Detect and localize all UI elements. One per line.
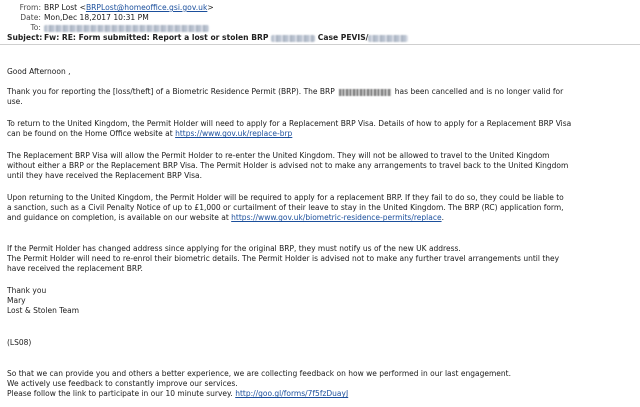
paragraph-3-line-1: The Replacement BRP Visa will allow the Permit Holder to re-enter the United Kingdom. They will not be allowed to travel to the United Kingdom [7, 150, 550, 160]
paragraph-5-line-3: have received the replacement BRP. [7, 264, 143, 274]
subject-value [44, 32, 408, 43]
from-name: BRP Lost < [44, 3, 86, 12]
to-label: To: [30, 23, 41, 32]
redacted-recipients [44, 25, 209, 32]
paragraph-4-line-3 [7, 213, 444, 223]
replace-brp-link[interactable]: https://www.gov.uk/replace-brp [175, 129, 293, 139]
from-label: From: [19, 3, 41, 12]
paragraph-5-line-2: The Permit Holder will need to re-enrol their biometric details. The Permit Holder is advised not to make any further travel arrangements until they [7, 253, 560, 263]
p4-text-c: and guidance on completion, is available on our website at [7, 213, 232, 223]
greeting: Good Afternoon , [7, 67, 71, 76]
survey-link[interactable]: http://goo.gl/forms/7f5fzDuayJ [235, 389, 349, 399]
biometric-permits-replace-link[interactable]: https://www.gov.uk/biometric-residence-permits/replace [231, 213, 442, 223]
redacted-case-number [368, 35, 408, 42]
paragraph-3-line-3: until they have received the Replacement BRP Visa. [7, 171, 203, 181]
redacted-brp-number [339, 89, 391, 96]
p6-text-c: Please follow the link to participate in our 10 minute survey. [7, 389, 236, 399]
p4-end: . [441, 213, 444, 223]
from-close: > [207, 3, 214, 12]
signoff-line-3: Lost & Stolen Team [7, 306, 80, 316]
p2-text-b: can be found on the Home Office website at [7, 129, 176, 139]
signoff-line-1: Thank you [7, 285, 47, 295]
paragraph-1-line-1 [7, 87, 563, 97]
redacted-subject-part [271, 35, 315, 42]
date-label: Date: [20, 13, 41, 22]
paragraph-2-line-2 [7, 129, 292, 139]
p1-text-b: has been cancelled and is no longer valid for [394, 87, 564, 96]
paragraph-4-line-1: Upon returning to the United Kingdom, the Permit Holder will be required to apply for a replacement BRP. If they fail to do so, they could be liable to [7, 192, 564, 202]
paragraph-6-line-1: So that we can provide you and others a better experience, we are collecting feedback on how we performed in our last engagement. [7, 368, 511, 378]
subject-text: Fw: RE: Form submitted: Report a lost or stolen BRP [44, 33, 269, 42]
paragraph-6-line-2: We actively use feedback to constantly improve our services. [7, 378, 238, 388]
subject-label: Subject: [7, 33, 43, 42]
paragraph-5-line-1: If the Permit Holder has changed address since applying for the original BRP, they must notify us of the new UK address. [7, 243, 461, 253]
paragraph-6-line-3 [7, 389, 348, 399]
paragraph-3-line-2: without either a BRP or the Replacement BRP Visa. The Permit Holder is advised not to make any arrangements to travel back to the United Kingdom [7, 160, 569, 170]
signoff-line-2: Mary [7, 295, 26, 305]
p1-text-a: Thank you for reporting the [loss/theft] of a Biometric Residence Permit (BRP). The BRP [7, 87, 335, 96]
paragraph-2-line-1: To return to the United Kingdom, the Permit Holder will need to apply for a Replacement BRP Visa. Details of how to apply for a Replacement BRP Visa [7, 119, 572, 128]
reference-code: (LS08) [7, 337, 32, 347]
email-header [0, 0, 640, 45]
from-email-link[interactable]: BRPLost@homeoffice.gsi.gov.uk [85, 3, 208, 12]
paragraph-4-line-2: a sanction, such as a Civil Penalty Notice of up to £1,000 or curtailment of their leave to stay in the United Kingdom. The BRP (RC) application form, [7, 202, 564, 212]
date-value: Mon,Dec 18,2017 10:31 PM [44, 13, 149, 22]
subject-case: Case PEVIS/ [317, 33, 369, 42]
paragraph-1-line-2: use. [7, 97, 23, 107]
